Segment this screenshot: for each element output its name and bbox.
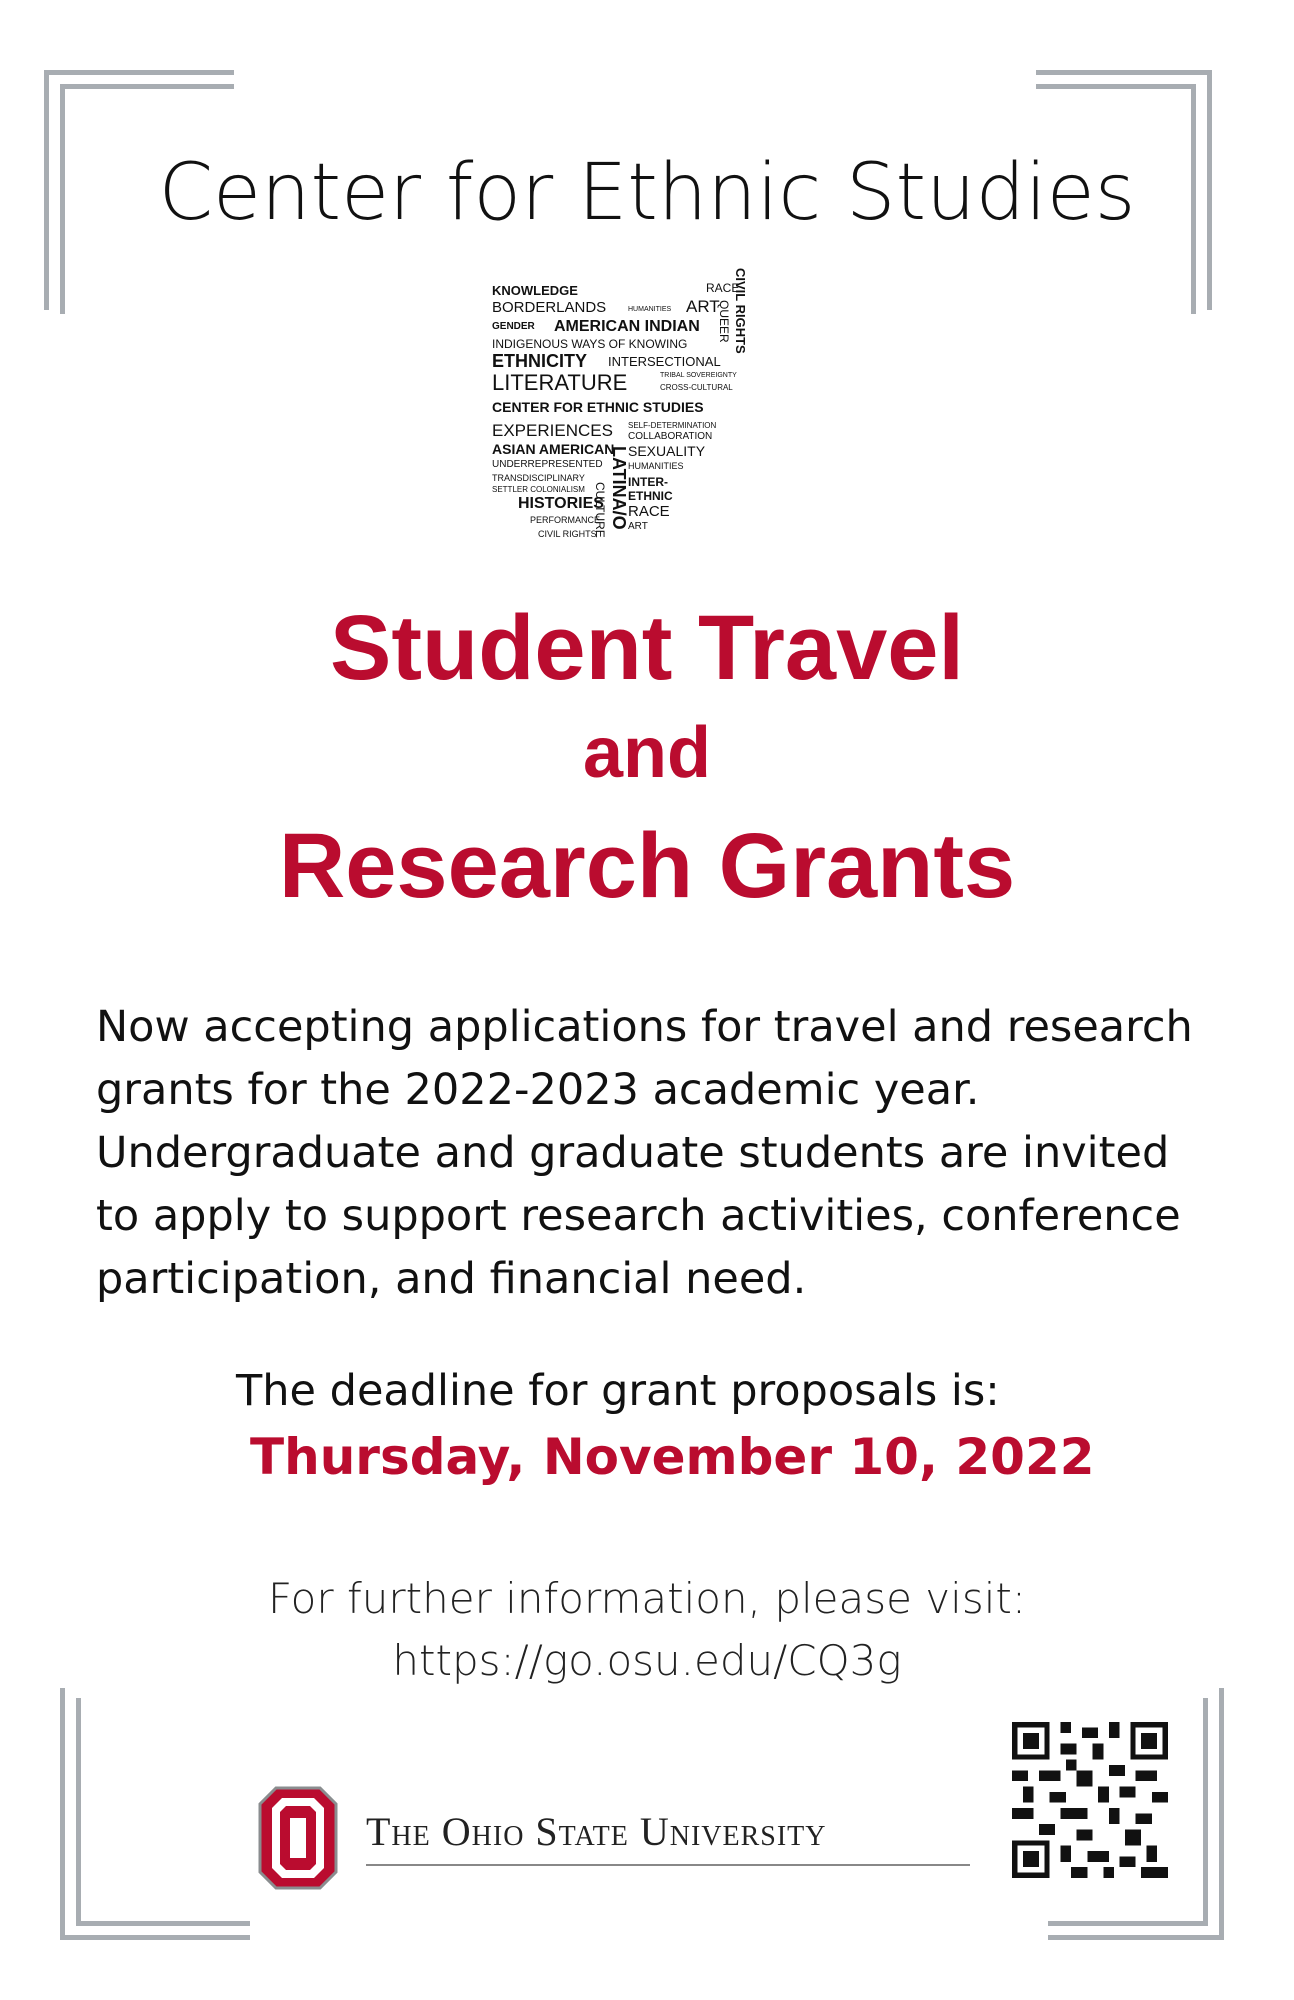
word: GENDER [492, 321, 535, 332]
word: BORDERLANDS [492, 299, 607, 316]
word: ART [628, 521, 648, 532]
word: SELF-DETERMINATION [628, 421, 717, 430]
body-paragraph [96, 996, 1236, 1311]
word: PERFORMANCE [530, 515, 601, 525]
deadline-date: Thursday, November 10, 2022 [250, 1428, 1095, 1486]
word: CIVIL RIGHTS [538, 529, 597, 539]
word: ART [686, 297, 720, 316]
word: CULTURE [593, 482, 607, 538]
word: RACE [628, 503, 670, 520]
body-line: participation, and financial need. [96, 1254, 807, 1304]
frame-bottom-left [60, 1688, 250, 1940]
word: LITERATURE [492, 370, 628, 395]
word: AMERICAN INDIAN [554, 318, 700, 335]
word: INTER- [628, 475, 668, 489]
deadline-label: The deadline for grant proposals is: [236, 1366, 1000, 1416]
body-line: Undergraduate and graduate students are invited [96, 1128, 1170, 1178]
word: SEXUALITY [628, 443, 706, 459]
word: INTERSECTIONAL [608, 354, 721, 369]
info-label: For further information, please visit: [268, 1574, 1026, 1623]
body-line: Now accepting applications for travel and research [96, 1002, 1193, 1052]
word: ETHNICITY [492, 351, 588, 371]
word: RACE [706, 281, 740, 295]
block-o-logo-icon [258, 1786, 338, 1890]
word: UNDERREPRESENTED [492, 459, 603, 470]
word: INDIGENOUS WAYS OF KNOWING [492, 337, 688, 351]
heading-line-3: Research Grants [278, 815, 1016, 917]
word: TRANSDISCIPLINARY [492, 473, 585, 483]
word: COLLABORATION [628, 431, 713, 442]
word-cloud-logo [488, 266, 758, 566]
word: ASIAN AMERICAN [492, 441, 615, 457]
word: ETHNIC [628, 489, 673, 503]
word: TRIBAL SOVEREIGNTY [660, 372, 737, 379]
word: LATINA/O [609, 446, 629, 530]
word: QUEER [717, 300, 731, 343]
word: KNOWLEDGE [492, 283, 578, 298]
org-title: Center for Ethnic Studies [158, 148, 1136, 238]
word: CIVIL RIGHTS [733, 268, 748, 354]
word: CROSS-CULTURAL [660, 383, 733, 392]
university-name: The Ohio State University [366, 1809, 827, 1854]
word: HISTORIES [518, 495, 604, 512]
body-line: grants for the 2022-2023 academic year. [96, 1065, 980, 1115]
heading-line-2: and [582, 713, 711, 793]
university-name-underline [366, 1864, 970, 1866]
body-line: to apply to support research activities, conference [96, 1191, 1181, 1241]
qr-code-icon[interactable] [1012, 1722, 1168, 1878]
word: CENTER FOR ETHNIC STUDIES [492, 399, 704, 415]
word: EXPERIENCES [492, 421, 613, 440]
word: HUMANITIES [628, 306, 672, 313]
word: HUMANITIES [628, 461, 684, 471]
word: SETTLER COLONIALISM [492, 485, 585, 494]
heading-line-1: Student Travel [330, 597, 964, 699]
info-url-link[interactable]: https://go.osu.edu/CQ3g [392, 1636, 902, 1685]
